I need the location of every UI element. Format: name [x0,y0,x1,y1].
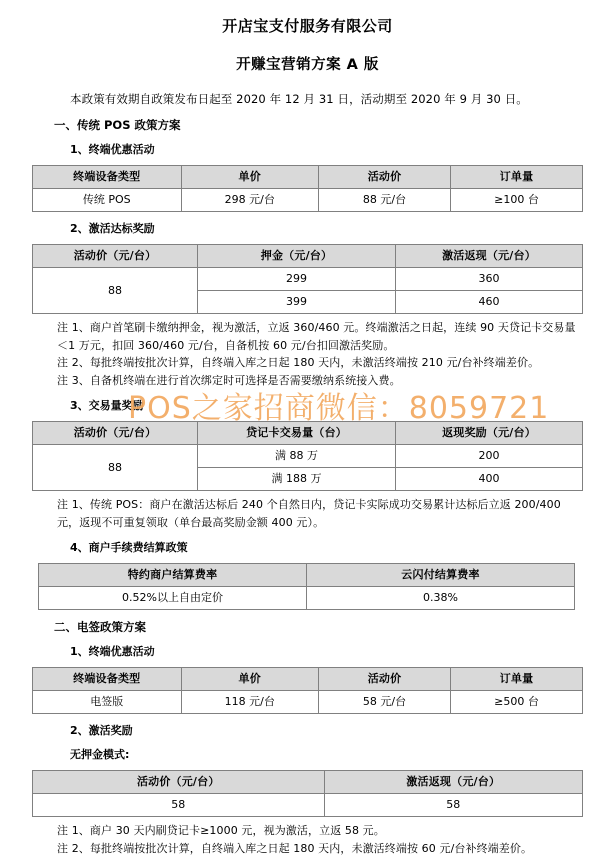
table-cell: 118 元/台 [181,691,319,714]
column-header: 活动价（元/台） [33,771,325,794]
column-header: 云闪付结算费率 [307,564,575,587]
table-cell: 0.52%以上自由定价 [39,587,307,610]
table-cell: 传统 POS [33,189,182,212]
column-header: 单价 [181,166,319,189]
table-cell: 399 [198,291,396,314]
section-one-sub1-heading: 1、终端优惠活动 [32,142,583,158]
table-cell: 400 [396,468,583,491]
table-row [39,587,575,610]
table-cell-activity-price: 88 [33,445,198,491]
section-two-sub1-heading: 1、终端优惠活动 [32,644,583,660]
table-cell: 460 [396,291,583,314]
note-item: 注 3、自备机终端在进行首次绑定时可选择是否需要缴纳系统接入费。 [32,372,583,390]
esign-activation-reward-table [32,770,583,817]
table-header-row [33,166,583,189]
table-row [33,268,583,291]
section-one-heading: 一、传统 POS 政策方案 [32,117,583,133]
note-item: 注 2、每批终端按批次计算，自终端入库之日起 180 天内，未激活终端按 210 元/台补终端差价。 [32,354,583,372]
policy-validity-text: 本政策有效期自政策发布日起至 2020 年 12 月 31 日，活动期至 2020 年 9 月 30 日。 [32,91,583,108]
column-header: 押金（元/台） [198,245,396,268]
table-cell: ≥500 台 [451,691,583,714]
table-cell: 58 [324,794,583,817]
table-cell: 满 88 万 [198,445,396,468]
activation-reward-table [32,244,583,314]
table-row [33,691,583,714]
column-header: 订单量 [451,166,583,189]
terminal-discount-table-esign [32,667,583,714]
table-cell: 298 元/台 [181,189,319,212]
table-row [33,445,583,468]
column-header: 活动价（元/台） [33,422,198,445]
column-header: 单价 [181,668,319,691]
table-cell: 299 [198,268,396,291]
section-one-sub2-heading: 2、激活达标奖励 [32,221,583,237]
table-header-row [33,422,583,445]
column-header: 活动价 [319,166,451,189]
table-header-row [33,771,583,794]
esign-activation-notes [32,822,583,857]
document-subtitle: 开赚宝营销方案 A 版 [32,55,583,75]
section-one-sub3-heading: 3、交易量奖励 [32,398,583,414]
section-one-sub4-heading: 4、商户手续费结算政策 [32,540,583,556]
terminal-discount-table-pos [32,165,583,212]
note-item: 注 2、每批终端按批次计算，自终端入库之日起 180 天内，未激活终端按 60 元/台补终端差价。 [32,840,583,857]
table-cell: 58 [33,794,325,817]
table-cell: 电签版 [33,691,182,714]
table-cell-activity-price: 88 [33,268,198,314]
note-item: 注 1、商户 30 天内刷贷记卡≥1000 元，视为激活，立返 58 元。 [32,822,583,840]
section-two-heading: 二、电签政策方案 [32,619,583,635]
column-header: 返现奖励（元/台） [396,422,583,445]
column-header: 终端设备类型 [33,166,182,189]
table-cell: 88 元/台 [319,189,451,212]
column-header: 终端设备类型 [33,668,182,691]
column-header: 订单量 [451,668,583,691]
table-header-row [33,668,583,691]
table-cell: 200 [396,445,583,468]
merchant-fee-settlement-table [38,563,575,610]
transaction-volume-notes [32,496,583,531]
column-header: 贷记卡交易量（台） [198,422,396,445]
column-header: 激活返现（元/台） [324,771,583,794]
watermark-text: POS之家招商微信：8059721 [128,383,549,427]
activation-reward-notes [32,319,583,389]
table-cell: 满 188 万 [198,468,396,491]
column-header: 激活返现（元/台） [396,245,583,268]
note-item: 注 1、商户首笔刷卡缴纳押金，视为激活，立返 360/460 元。终端激活之日起，连续 90 天贷记卡交易量＜1 万元，扣回 360/460 元/台，自备机按 60 元/台扣回激活奖励。 [32,319,583,354]
table-row [33,189,583,212]
table-cell: 58 元/台 [319,691,451,714]
column-header: 活动价（元/台） [33,245,198,268]
transaction-volume-reward-table [32,421,583,491]
table-cell: ≥100 台 [451,189,583,212]
table-cell: 0.38% [307,587,575,610]
table-header-row [39,564,575,587]
no-deposit-mode-label: 无押金模式: [32,747,583,763]
document-title: 开店宝支付服务有限公司 [32,16,583,36]
column-header: 活动价 [319,668,451,691]
column-header: 特约商户结算费率 [39,564,307,587]
note-item: 注 1、传统 POS：商户在激活达标后 240 个自然日内，贷记卡实际成功交易累计达标后立返 200/400 元，返现不可重复领取（单台最高奖励金额 400 元）。 [32,496,583,531]
section-two-sub2-heading: 2、激活奖励 [32,723,583,739]
table-header-row [33,245,583,268]
table-row [33,794,583,817]
table-cell: 360 [396,268,583,291]
